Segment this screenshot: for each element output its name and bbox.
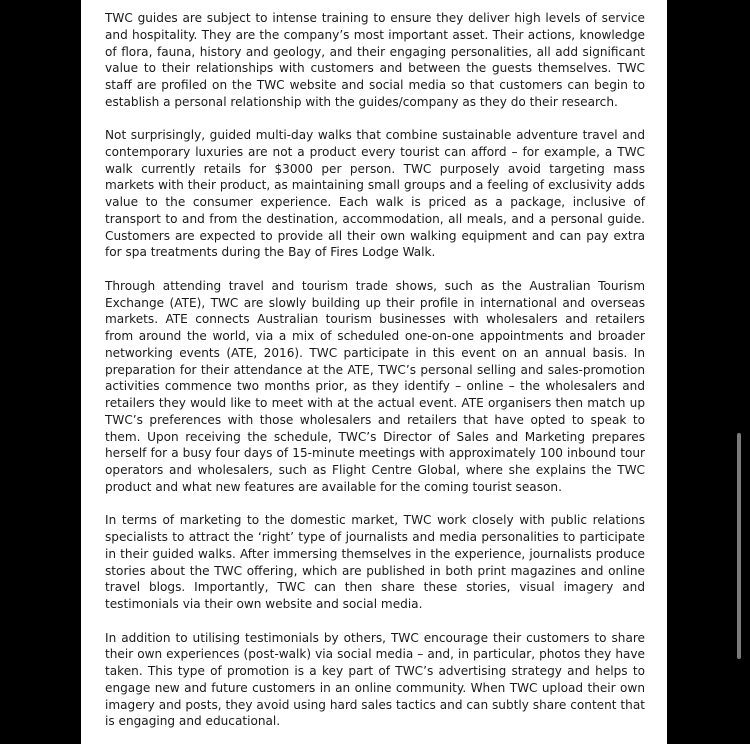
paragraph-domestic-marketing: In terms of marketing to the domestic market, TWC work closely with public relations specialists to attract the ‘right’ type of journalists and media personalities to participate in their guided walks. After immersing themselves in the experience, journalists produce stories about the TWC offering, which are published in both print magazines and online travel blogs. Importantly, TWC can then share these stories, visual imagery and testimonials via their own website and social media. [105, 513, 645, 612]
paragraph-trade-shows: Through attending travel and tourism trade shows, such as the Australian Tourism Exchange (ATE), TWC are slowly building up their profile in international and overseas markets. ATE connects Australian tourism businesses with wholesalers and retailers from around the world, via a mix of scheduled one-on-one appointments and broader networking events (ATE, 2016). TWC participate in this event on an annual basis. In preparation for their attendance at the ATE, TWC’s personal selling and sales-promotion activities commence two months prior, as they identify – online – the wholesalers and retailers they would like to meet with at the actual event. ATE organisers then match up TWC’s preferences with those wholesalers and retailers that have opted to speak to them. Upon receiving the schedule, TWC’s Director of Sales and Marketing prepares herself for a busy four days of 15-minute meetings with approximately 100 inbound tour operators and wholesalers, such as Flight Centre Global, where she explains the TWC product and what new features are available for the coming tourist season. [105, 278, 645, 494]
paragraph-pricing: Not surprisingly, guided multi-day walks that combine sustainable adventure travel and contemporary luxuries are not a product every tourist can afford – for example, a TWC walk currently retails for $3000 per person. TWC purposely avoid targeting mass markets with their product, as maintaining small groups and a feeling of exclusivity adds value to the consumer experience. Each walk is priced as a package, inclusive of transport to and from the destination, accommodation, all meals, and a personal guide. Customers are expected to provide all their own walking equipment and can pay extra for spa treatments during the Bay of Fires Lodge Walk. [105, 128, 645, 260]
paragraph-social-media: In addition to utilising testimonials by others, TWC encourage their customers to share their own experiences (post-walk) via social media – and, in particular, photos they have taken. This type of promotion is a key part of TWC’s advertising strategy and helps to engage new and future customers in an online community. When TWC upload their own imagery and posts, they avoid using hard sales tactics and can subtly share content that is engaging and educational. [105, 630, 645, 729]
document-page [81, 0, 667, 744]
paragraph-guides: TWC guides are subject to intense training to ensure they deliver high levels of service and hospitality. They are the company’s most important asset. Their actions, knowledge of flora, fauna, history and geology, and their engaging personalities, all add significant value to their relationships with customers and between the guests themselves. TWC staff are profiled on the TWC website and social media so that customers can begin to establish a personal relationship with the guides/company as they do their research. [105, 11, 645, 109]
vertical-scrollbar-thumb[interactable] [737, 433, 741, 659]
document-body [105, 10, 645, 744]
